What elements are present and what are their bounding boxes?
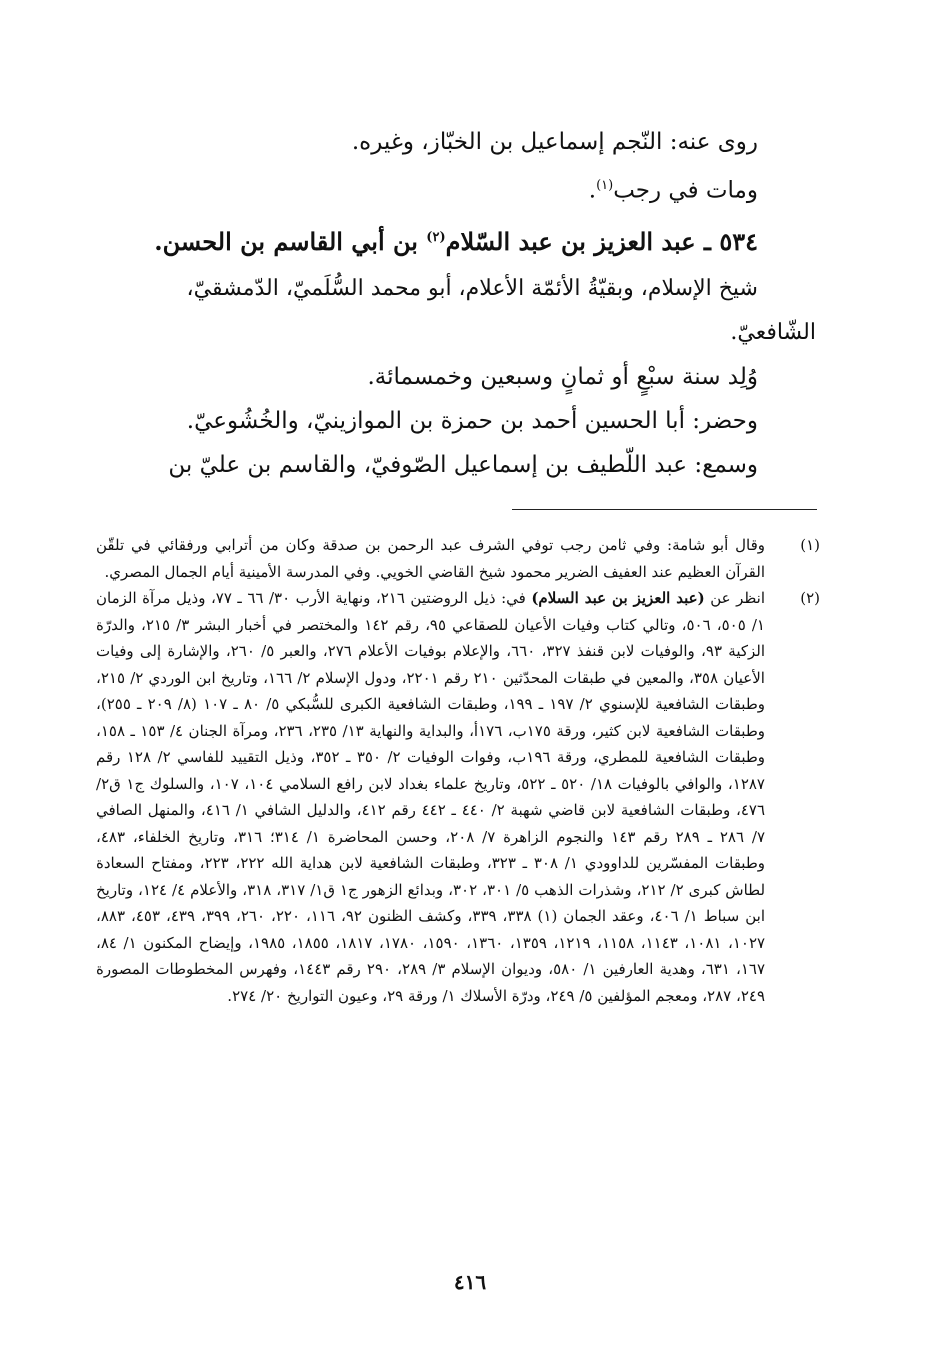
footnote-lead: انظر عن [704,589,766,607]
footnote-divider [512,509,817,510]
narrators-line: روى عنه: النّجم إسماعيل بن الخبّاز، وغيره. [351,129,758,155]
death-line [80,164,758,213]
bio-line-2: الشّافعيّ. [730,319,816,345]
footnote-2 [96,585,820,1009]
footnote-ref-1[interactable]: (١) [596,178,614,193]
footnote-subject: (عبد العزيز بن عبد السلام) [531,589,705,607]
footnote-sources: في: ذيل الروضتين ٢١٦، ونهاية الأرب ٣٠/ ٦٦ ـ ٧٧، وذيل مرآة الزمان ١/ ٥٠٥، ٥٠٦، وتالي كتاب وفيات الأعيان للصقاعي ٩٥، رقم ١٤٢ والمختصر في أخبار البشر ٣/ ٢١٥، والدرّة الزكية ٩٣، والوفيات لابن قنفذ ٣٢٧، ٦٦٠، والإعلام بوفيات الأعلام ٢٧٦، والعبر ٥/ ٢٦٠، والإشارة إلى وفيات الأعيان ٣٥٨، والمعين في طبقات المحدّثين ٢١٠ رقم ٢٢٠١، ودول الإسلام ٢/ ١٦٦، وتاريخ ابن الوردي ٢/ ٢١٥، وطبقات الشافعية للإسنوي ٢/ ١٩٧ ـ ١٩٩، وطبقات الشافعية الكبرى للسُّبكي ٥/ ٨٠ ـ ١٠٧ (٨/ ٢٠٩ ـ ٢٥٥)، وطبقات الشافعية لابن كثير، ورقة ١٧٥ب، ١٧٦أ، والبداية والنهاية ١٣/ ٢٣٥، ٢٣٦، ومرآة الجنان ٤/ ١٥٣ ـ ١٥٨، وطبقات الشافعية للمطري، ورقة ١٩٦ب، وفوات الوفيات ٢/ ٣٥٠ ـ ٣٥٢، وذيل التقييد للفاسي ٢/ ١٢٨ رقم ١٢٨٧، والوافي بالوفيات ١٨/ ٥٢٠ ـ ٥٢٢، وتاريخ علماء بغداد لابن رافع السلامي ١٠٤، ١٠٧، والسلوك ج١ ق٢/ ٤٧٦، وطبقات الشافعية لابن قاضي شهبة ٢/ ٤٤٠ ـ ٤٤٢ رقم ٤١٢، والدليل الشافي ١/ ٤١٦، والمنهل الصافي ٧/ ٢٨٦ ـ ٢٨٩ رقم ١٤٣ والنجوم الزاهرة ٧/ ٢٠٨، وحسن المحاضرة ١/ ٣١٤؛ ٣١٦، وتاريخ الخلفاء، ٤٨٣، وطبقات المفسّرين للداوودي ١/ ٣٠٨ ـ ٣٢٣، وطبقات الشافعية لابن هداية الله ٢٢٢، ٢٢٣، ومفتاح السعادة لطاش كبرى ٢/ ٢١٢، وشذرات الذهب ٥/ ٣٠١، ٣٠٢، وبدائع الزهور ج١ ق١/ ٣١٧، ٣١٨، والأعلام ٤/ ١٢٤، وتاريخ ابن سباط ١/ ٤٠٦، وعقد الجمان (١) ٣٣٨، ٣٣٩، وكشف الظنون ٩٢، ١١٦، ٢٢٠، ٢٦٠، ٣٩٩، ٤٣٩، ٤٥٣، ٨٨٣، ١٠٢٧، ١٠٨١، ١١٤٣، ١١٥٨، ١٢١٩، ١٣٥٩، ١٣٦٠، ١٥٩٠، ١٧٨٠، ١٨١٧، ١٨٥٥، ١٩٨٥، وإيضاح المكنون ١/ ٨٤، ١٦٧، ٦٣١، وهدية العارفين ١/ ٥٨٠، وديوان الإسلام ٣/ ٢٨٩، ٢٩٠ رقم ١٤٤٣، وفهرس المخطوطات المصورة ٢٤٩، ٢٨٧، ومعجم المؤلفين ٥/ ٢٤٩، ودرّة الأسلاك ١/ ورقة ٢٩، وعيون التواريخ ٢٠/ ٢٧٤. [96,589,766,1005]
heard-line: وسمع: عبد اللّطيف بن إسماعيل الصّوفيّ، والقاسم بن عليّ بن [168,451,758,478]
bio-line-1: شيخ الإسلام، وبقيّةُ الأئمّة الأعلام، أبو محمد السُّلَميّ، الدّمشقيّ، [186,275,758,301]
death-end: . [588,177,597,204]
footnote-text [96,585,765,1009]
death-text: ومات في رجب [613,177,758,204]
entry-title: ٥٣٤ ـ عبد العزيز بن عبد السّلام [445,226,758,256]
footnote-ref-2[interactable]: (٢) [426,229,446,245]
entry-title-rest: بن أبي القاسم بن الحسن. [154,226,427,256]
birth-line: وُلِد سنة سبْعٍ أو ثمانٍ وسبعين وخمسمائة. [367,363,758,390]
main-text [80,120,816,487]
page-number: ٤١٦ [453,1270,487,1294]
footnote-number: (٢) [800,589,820,607]
footnote-1 [96,532,820,585]
footnote-text: وقال أبو شامة: وفي ثامن رجب توفي الشرف عبد الرحمن بن صدقة وكان من أترابي ورفقائي في تلقّن القرآن العظيم عند العفيف الضرير محمود شيخ القاضي الخويي. وفي المدرسة الأمينية أيام الجمال المصري. [96,536,765,581]
footnote-number: (١) [800,536,820,554]
attended-line: وحضر: أبا الحسين أحمد بن حمزة بن الموازينيّ، والخُشُوعيّ. [186,407,758,434]
entry-heading [80,213,758,267]
footnotes [96,532,820,1009]
